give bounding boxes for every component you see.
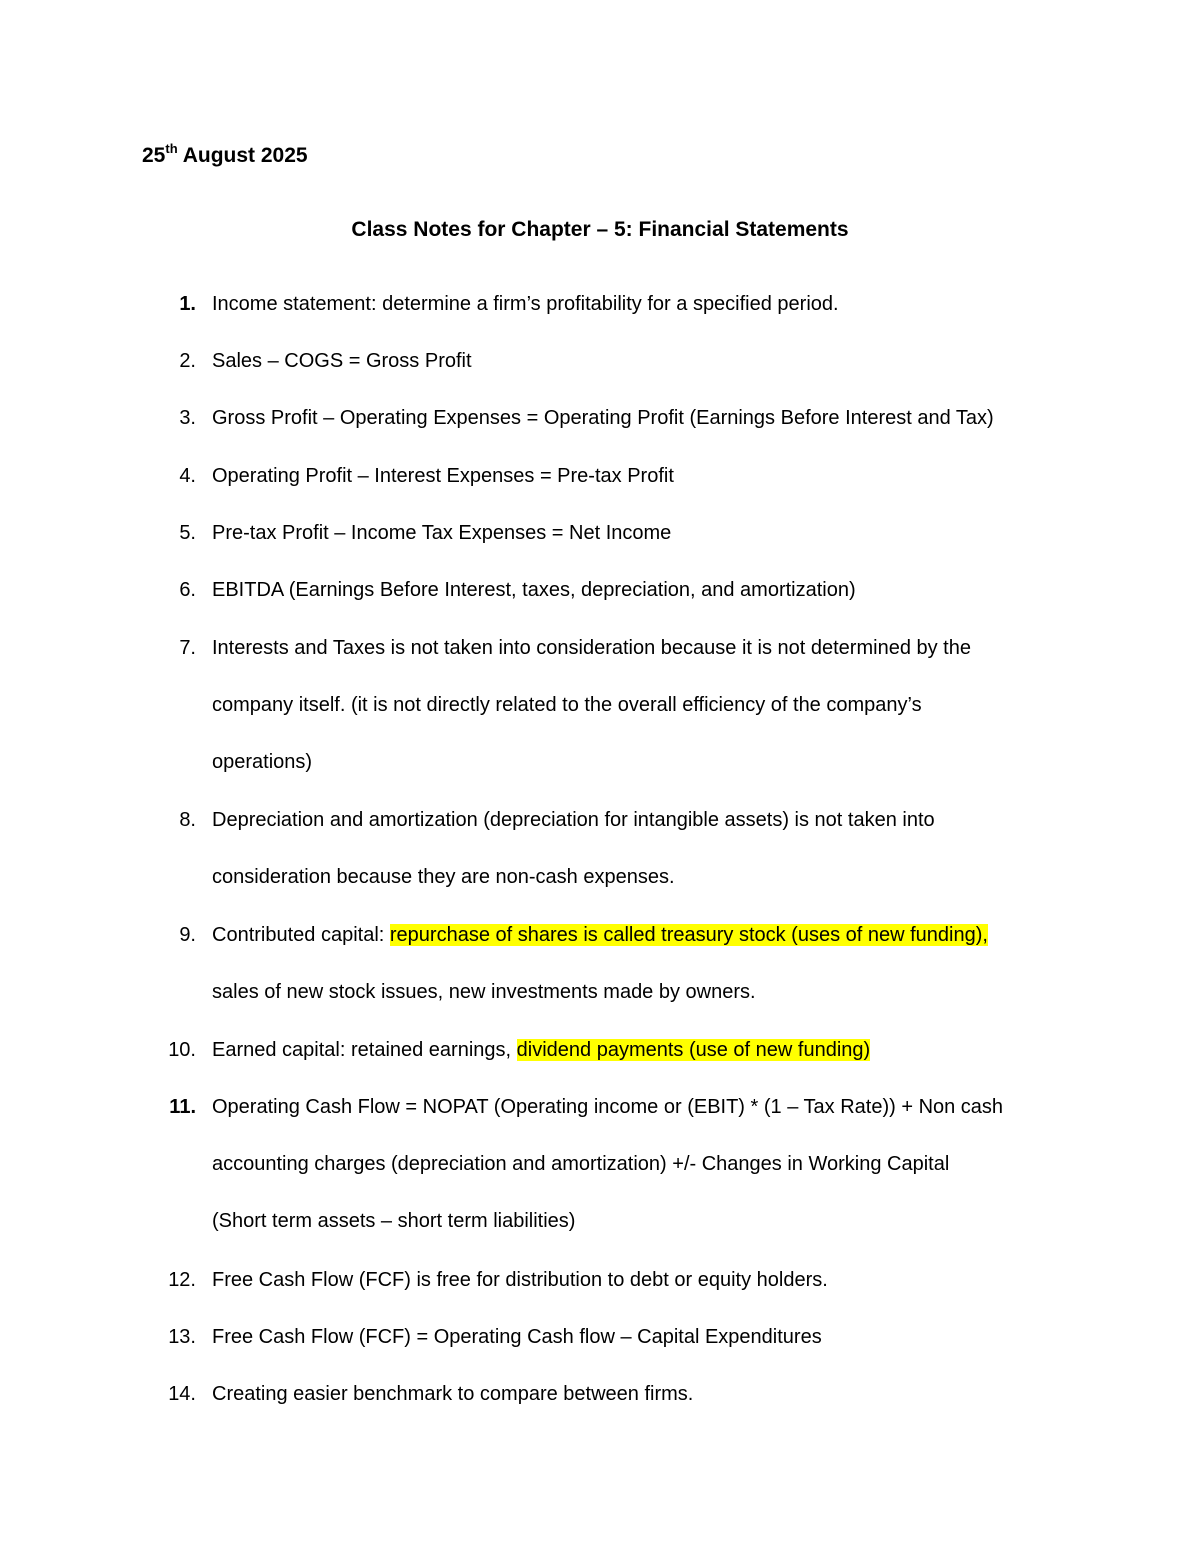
date-suffix: th	[165, 141, 178, 156]
list-item-text: EBITDA (Earnings Before Interest, taxes, depreciation, and amortization)	[212, 579, 856, 601]
list-item-number: 7.	[179, 637, 196, 659]
list-item-number: 2.	[179, 350, 196, 372]
list-item-number: 14.	[168, 1383, 196, 1405]
list-item-text: Depreciation and amortization (depreciation for intangible assets) is not taken into	[212, 809, 935, 831]
list-item-text: sales of new stock issues, new investments made by owners.	[212, 981, 756, 1003]
date-rest: August 2025	[177, 144, 308, 167]
list-item-text: Operating Cash Flow = NOPAT (Operating income or (EBIT) * (1 – Tax Rate)) + Non cash	[212, 1096, 1004, 1118]
date-day: 25	[142, 144, 166, 167]
list-item-number: 8.	[179, 809, 196, 831]
list-item-number: 13.	[168, 1326, 196, 1348]
list-item-number: 3.	[179, 407, 196, 429]
list-item-text: Pre-tax Profit – Income Tax Expenses = Net Income	[212, 522, 672, 544]
list-item-text	[212, 920, 988, 950]
highlighted-text: repurchase of shares is called treasury stock (uses of new funding),	[389, 924, 988, 946]
list-item-text: Creating easier benchmark to compare between firms.	[212, 1383, 694, 1405]
list-item-text: Income statement: determine a firm’s profitability for a specified period.	[212, 293, 839, 315]
list-item-text: Sales – COGS = Gross Profit	[212, 350, 472, 372]
list-item-number: 12.	[168, 1269, 196, 1291]
list-item-number: 6.	[179, 579, 196, 601]
list-item-text: Interests and Taxes is not taken into consideration because it is not determined by the	[212, 637, 971, 659]
list-item-plain-text: Contributed capital:	[212, 924, 390, 946]
list-item-text: Free Cash Flow (FCF) is free for distribution to debt or equity holders.	[212, 1269, 828, 1291]
list-item-number: 11.	[169, 1096, 196, 1118]
document-date	[142, 141, 308, 173]
list-item-text: (Short term assets – short term liabilities)	[212, 1210, 576, 1232]
list-item-number: 1.	[179, 293, 196, 315]
list-item-number: 5.	[179, 522, 196, 544]
highlighted-text: dividend payments (use of new funding)	[516, 1039, 871, 1061]
list-item-text: Operating Profit – Interest Expenses = Pre-tax Profit	[212, 465, 674, 487]
document-title: Class Notes for Chapter – 5: Financial Statements	[351, 218, 849, 241]
list-item-text: Gross Profit – Operating Expenses = Operating Profit (Earnings Before Interest and Tax)	[212, 407, 994, 429]
list-item-text: consideration because they are non-cash expenses.	[212, 866, 675, 888]
list-item-text: Free Cash Flow (FCF) = Operating Cash flow – Capital Expenditures	[212, 1326, 822, 1348]
list-item-number: 4.	[179, 465, 196, 487]
list-item-number: 10.	[168, 1039, 196, 1061]
list-item-text: company itself. (it is not directly related to the overall efficiency of the company’s	[212, 694, 922, 716]
list-item-text: accounting charges (depreciation and amortization) +/- Changes in Working Capital	[212, 1153, 950, 1175]
list-item-number: 9.	[179, 924, 196, 946]
list-item-text	[212, 1035, 870, 1065]
list-item-text: operations)	[212, 751, 313, 773]
list-item-plain-text: Earned capital: retained earnings,	[212, 1039, 517, 1061]
